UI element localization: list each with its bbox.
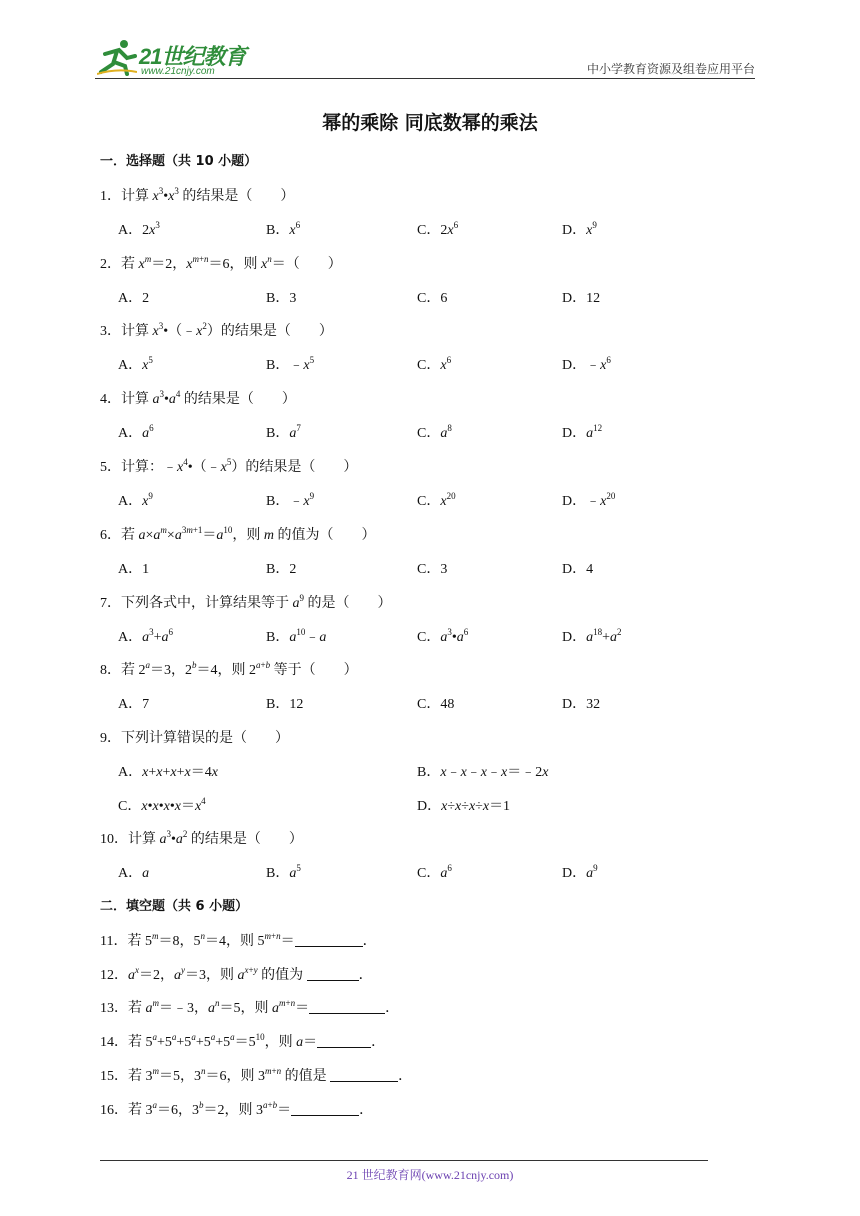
option-6b[interactable]: B．2 — [266, 562, 297, 577]
footer-divider — [100, 1160, 708, 1161]
option-2a[interactable]: A．2 — [118, 291, 150, 306]
runner-logo-icon — [97, 38, 137, 76]
option-3d[interactable]: D．$﹣x^6$ — [562, 355, 611, 373]
option-2c[interactable]: C．6 — [417, 291, 448, 306]
question-9: 9．下列计算错误的是（ ） — [100, 731, 289, 746]
option-4c[interactable]: C．$a^8$ — [417, 423, 452, 441]
option-1c[interactable]: C．$2x^6$ — [417, 220, 459, 238]
option-4b[interactable]: B．$a^7$ — [266, 423, 301, 441]
option-5d[interactable]: D．$﹣x^{20}$ — [562, 491, 616, 509]
section-heading-choice: 一．选择题（共 10 小题） — [100, 154, 258, 169]
option-5c[interactable]: C．$x^{20}$ — [417, 491, 456, 509]
option-6c[interactable]: C．3 — [417, 562, 448, 577]
question-15: 15．若 $3^m=5$，$3^n=6$，则 $3^{m+n}$ 的值是 ． — [100, 1066, 413, 1084]
header-divider — [95, 78, 755, 79]
question-16: 16．若 $3^a=6$，$3^b=2$，则 $3^{a+b}=$ ． — [100, 1100, 374, 1118]
option-1b[interactable]: B．$x^6$ — [266, 220, 301, 238]
option-9a[interactable]: A．x+x+x+x＝4x — [118, 765, 218, 780]
option-10a[interactable]: A．a — [118, 866, 150, 881]
option-7a[interactable]: A．$a^3+a^6$ — [118, 627, 174, 645]
option-9c[interactable]: C．$x•x•x•x=x^4$ — [118, 796, 206, 814]
footer-link[interactable]: 21 世纪教育网(www.21cnjy.com) — [346, 1168, 514, 1182]
question-8: 8．若 $2^a=3$，$2^b=4$，则 $2^{a+b}$ 等于（ ） — [100, 660, 358, 678]
option-10b[interactable]: B．$a^5$ — [266, 863, 301, 881]
option-8c[interactable]: C．48 — [417, 697, 455, 712]
option-3b[interactable]: B．$﹣x^5$ — [266, 355, 315, 373]
option-9d[interactable]: D．x÷x÷x÷x＝1 — [417, 799, 511, 814]
option-6d[interactable]: D．4 — [562, 562, 594, 577]
option-9b[interactable]: B．x﹣x﹣x﹣x＝﹣2x — [417, 765, 549, 780]
question-2: 2．若 $x^m=2$，$x^{m+n}=6$，则 $x^n=$（ ） — [100, 254, 342, 272]
option-2b[interactable]: B．3 — [266, 291, 297, 306]
option-7c[interactable]: C．$a^3•a^6$ — [417, 627, 469, 645]
option-6a[interactable]: A．1 — [118, 562, 150, 577]
option-7b[interactable]: B．$a^{10}﹣a$ — [266, 627, 327, 645]
question-4: 4．计算 $a^3•a^4$ 的结果是（ ） — [100, 389, 296, 407]
question-12: 12．$a^x=2$，$a^y=3$，则 $a^{x+y}$ 的值为 ． — [100, 965, 373, 983]
option-8a[interactable]: A．7 — [118, 697, 150, 712]
question-3: 3．计算 $x^3•(﹣x^2)$的结果是（ ） — [100, 321, 333, 339]
option-1d[interactable]: D．$x^9$ — [562, 220, 597, 238]
option-7d[interactable]: D．$a^{18}+a^2$ — [562, 627, 622, 645]
option-5a[interactable]: A．$x^9$ — [118, 491, 153, 509]
site-logo[interactable] — [95, 36, 265, 80]
option-3a[interactable]: A．$x^5$ — [118, 355, 153, 373]
question-14: 14．若 $5^a+5^a+5^a+5^a+5^a=5^{10}$，则 a＝ ． — [100, 1032, 386, 1050]
page-title: 幂的乘除 同底数幂的乘法 — [322, 112, 538, 134]
question-1: 1．计算 $x^3•x^3$ 的结果是（ ） — [100, 186, 295, 204]
page-header — [95, 36, 755, 80]
option-4d[interactable]: D．$a^{12}$ — [562, 423, 603, 441]
option-2d[interactable]: D．12 — [562, 291, 601, 306]
option-8b[interactable]: B．12 — [266, 697, 304, 712]
question-6: 6．若 $a\times a^m\times a^{3m+1}=a^{10}$，则 m 的值为（ ） — [100, 525, 376, 543]
option-10d[interactable]: D．$a^9$ — [562, 863, 598, 881]
option-1a[interactable]: A．$2x^3$ — [118, 220, 160, 238]
option-8d[interactable]: D．32 — [562, 697, 601, 712]
question-7: 7．下列各式中，计算结果等于 $a^9$ 的是（ ） — [100, 593, 392, 611]
option-5b[interactable]: B．$﹣x^9$ — [266, 491, 315, 509]
option-3c[interactable]: C．$x^6$ — [417, 355, 452, 373]
question-10: 10．计算 $a^3•a^2$ 的结果是（ ） — [100, 829, 303, 847]
platform-name: 中小学教育资源及组卷应用平台 — [586, 62, 755, 76]
question-5: 5．计算：$﹣x^4•(﹣x^5)$的结果是（ ） — [100, 457, 358, 475]
question-13: 13．若 $a^m=﹣3$，$a^n=5$，则 $a^{m+n}=$ ． — [100, 998, 400, 1016]
section-heading-fill: 二．填空题（共 6 小题） — [100, 899, 249, 914]
option-10c[interactable]: C．$a^6$ — [417, 863, 452, 881]
option-4a[interactable]: A．$a^6$ — [118, 423, 154, 441]
logo-url: www.21cnjy.com — [141, 66, 215, 77]
question-11: 11．若 $5^m=8$，$5^n=4$，则 $5^{m+n}=$ ． — [100, 931, 377, 949]
logo-text: 21世纪教育 — [139, 44, 246, 69]
